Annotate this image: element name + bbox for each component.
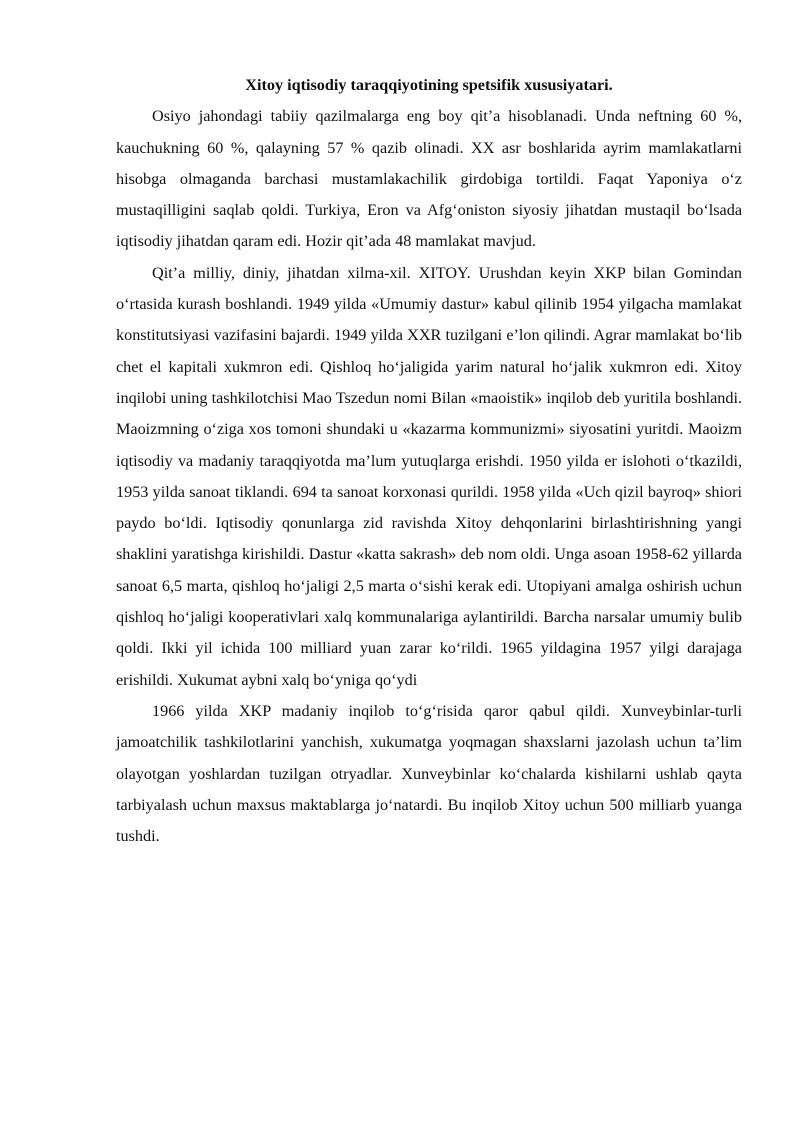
document-title: Xitoy iqtisodiy taraqqiyotining spetsifik xususiyatari.: [245, 76, 613, 94]
document-page: [116, 70, 742, 852]
paragraph-2: Qit’a milliy, diniy, jihatdan xilma-xil. XITOY. Urushdan keyin XKP bilan Gomindan o‘rtasida kurash boshlandi. 1949 yilda «Umumiy dastur» kabul qilinib 1954 yilgacha mamlakat konstitutsiyasi vazifasini bajardi. 1949 yilda XXR tuzilgani e’lon qilindi. Agrar mamlakat bo‘lib chet el kapitali xukmron edi. Qishloq ho‘jaligida yarim natural ho‘jalik xukmron edi. Xitoy inqilobi uning tashkilotchisi Mao Tszedun nomi Bilan «maoistik» inqilob deb yuritila boshlandi. Maoizmning o‘ziga xos tomoni shundaki u «kazarma kommunizmi» siyosatini yuritdi. Maoizm iqtisodiy va madaniy taraqqiyotda ma’lum yutuqlarga erishdi. 1950 yilda er islohoti o‘tkazildi, 1953 yilda sanoat tiklandi. 694 ta sanoat korxonasi qurildi. 1958 yilda «Uch qizil bayroq» shiori paydo bo‘ldi. Iqtisodiy qonunlarga zid ravishda Xitoy dehqonlarini birlashtirishning yangi shaklini yaratishga kirishildi. Dastur «katta sakrash» deb nom oldi. Unga asoan 1958-62 yillarda sanoat 6,5 marta, qishloq ho‘jaligi 2,5 marta o‘sishi kerak edi. Utopiyani amalga oshirish uchun qishloq ho‘jaligi kooperativlari xalq kommunalariga aylantirildi. Barcha narsalar umumiy bulib qoldi. Ikki yil ichida 100 milliard yuan zarar ko‘rildi. 1965 yildagina 1957 yilgi darajaga erishildi. Xukumat aybni xalq bo‘yniga qo‘ydi: [116, 263, 742, 689]
paragraph-1: Osiyo jahondagi tabiiy qazilmalarga eng boy qit’a hisoblanadi. Unda neftning 60 %, kauchukning 60 %, qalayning 57 % qazib olinadi. XX asr boshlarida ayrim mamlakatlarni hisobga olmaganda barchasi mustamlakachilik girdobiga tortildi. Faqat Yaponiya o‘z mustaqilligini saqlab qoldi. Turkiya, Eron va Afg‘oniston siyosiy jihatdan mustaqil bo‘lsada iqtisodiy jihatdan qaram edi. Hozir qit’ada 48 mamlakat mavjud.: [116, 107, 742, 251]
paragraph-3: 1966 yilda XKP madaniy inqilob to‘g‘risida qaror qabul qildi. Xunveybinlar-turli jamoatchilik tashkilotlarini yanchish, xukumatga yoqmagan shaxslarni jazolash uchun ta’lim olayotgan yoshlardan tuzilgan otryadlar. Xunveybinlar ko‘chalarda kishilarni ushlab qayta tarbiyalash uchun maxsus maktablarga jo‘natardi. Bu inqilob Xitoy uchun 500 milliarb yuanga tushdi.: [116, 701, 742, 846]
